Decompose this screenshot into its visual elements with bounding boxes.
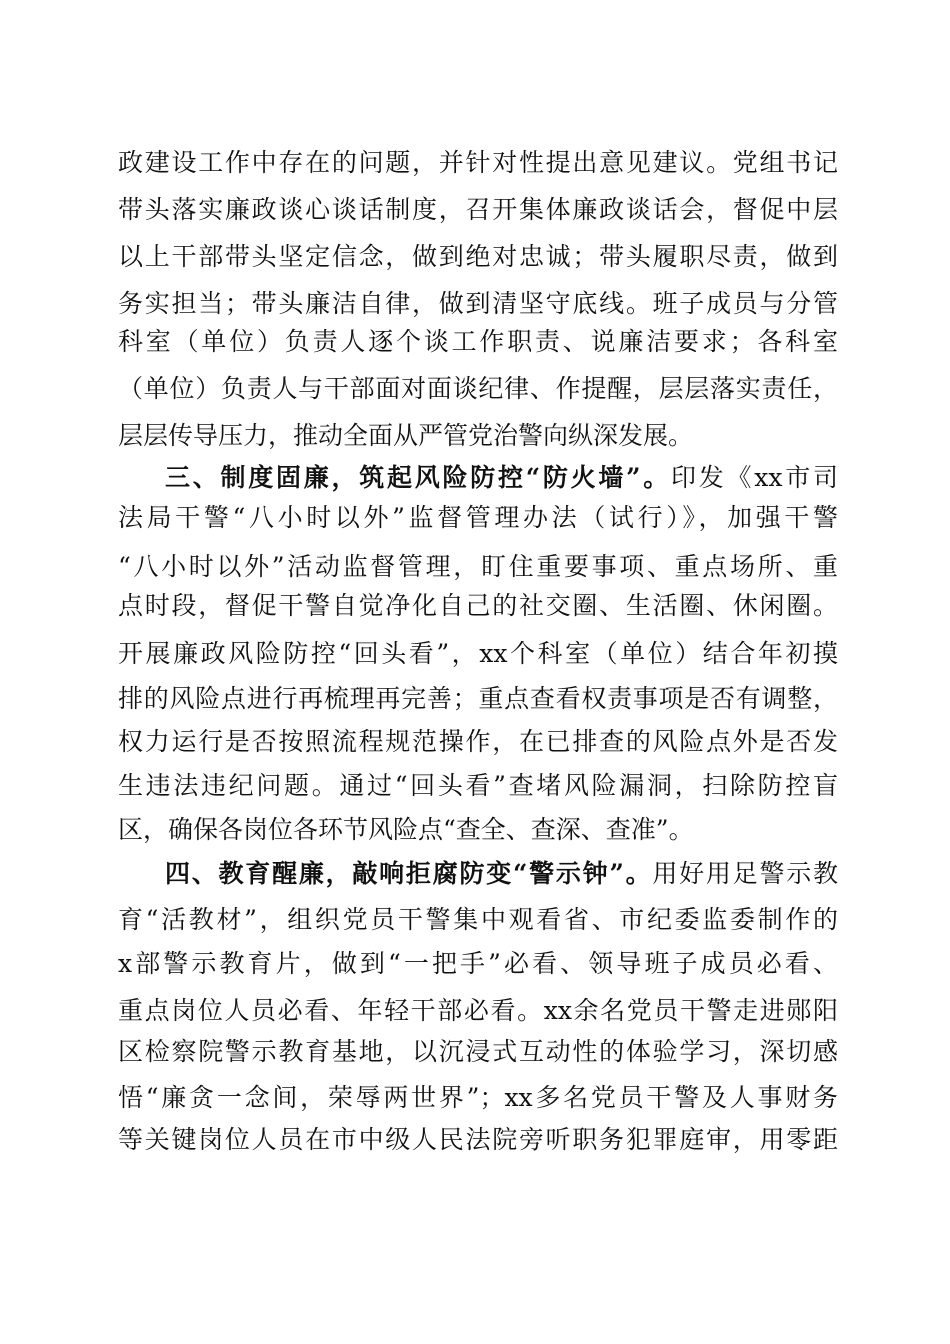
text-line: 以上干部带头坚定信念，做到绝对忠诚；带头履职尽责，做到 xyxy=(118,242,838,271)
text-line: 重点岗位人员必看、年轻干部必看。xx余名党员干警走进郧阳 xyxy=(118,996,838,1025)
text-line: “八小时以外”活动监督管理，盯住重要事项、重点场所、重 xyxy=(118,552,838,581)
text-line: 育“活教材”，组织党员干警集中观看省、市纪委监委制作的 xyxy=(118,905,838,934)
text-run: 用好用足警示教 xyxy=(652,859,838,888)
text-line: 法局干警“八小时以外”监督管理办法（试行）》，加强干警 xyxy=(118,503,838,532)
text-line: 区，确保各岗位各环节风险点“查全、查深、查准”。 xyxy=(118,815,694,844)
text-line: （单位）负责人与干部面对面谈纪律、作提醒，层层落实责任， xyxy=(118,374,838,403)
text-line: 层层传导压力，推动全面从严管党治警向纵深发展。 xyxy=(118,421,694,450)
section-heading: 三、制度固廉，筑起风险防控“防火墙”。 xyxy=(165,463,672,492)
text-line: 务实担当；带头廉洁自律，做到清坚守底线。班子成员与分管 xyxy=(118,289,838,318)
text-line: 权力运行是否按照流程规范操作，在已排查的风险点外是否发 xyxy=(118,727,838,756)
text-line: x部警示教育片，做到“一把手”必看、领导班子成员必看、 xyxy=(118,949,838,978)
text-line: 政建设工作中存在的问题，并针对性提出意见建议。党组书记 xyxy=(118,148,838,177)
text-line: 开展廉政风险防控“回头看”，xx个科室（单位）结合年初摸 xyxy=(118,639,838,668)
text-line: 带头落实廉政谈心谈话制度，召开集体廉政谈话会，督促中层 xyxy=(118,195,838,224)
text-line xyxy=(165,854,838,894)
text-line: 悟“廉贪一念间，荣辱两世界”；xx多名党员干警及人事财务 xyxy=(118,1083,838,1112)
text-line: 点时段，督促干警自觉净化自己的社交圈、生活圈、休闲圈。 xyxy=(118,591,838,620)
text-line: 排的风险点进行再梳理再完善；重点查看权责事项是否有调整， xyxy=(118,684,838,713)
text-line: 等关键岗位人员在市中级人民法院旁听职务犯罪庭审，用零距 xyxy=(118,1125,838,1154)
text-run: 印发《xx市司 xyxy=(671,463,839,492)
text-line: 科室（单位）负责人逐个谈工作职责、说廉洁要求；各科室 xyxy=(118,327,838,356)
text-line: 生违法违纪问题。通过“回头看”查堵风险漏洞，扫除防控盲 xyxy=(118,771,838,800)
section-heading: 四、教育醒廉，敲响拒腐防变“警示钟”。 xyxy=(165,859,653,888)
text-line xyxy=(165,458,838,498)
text-line: 区检察院警示教育基地，以沉浸式互动性的体验学习，深切感 xyxy=(118,1037,838,1066)
